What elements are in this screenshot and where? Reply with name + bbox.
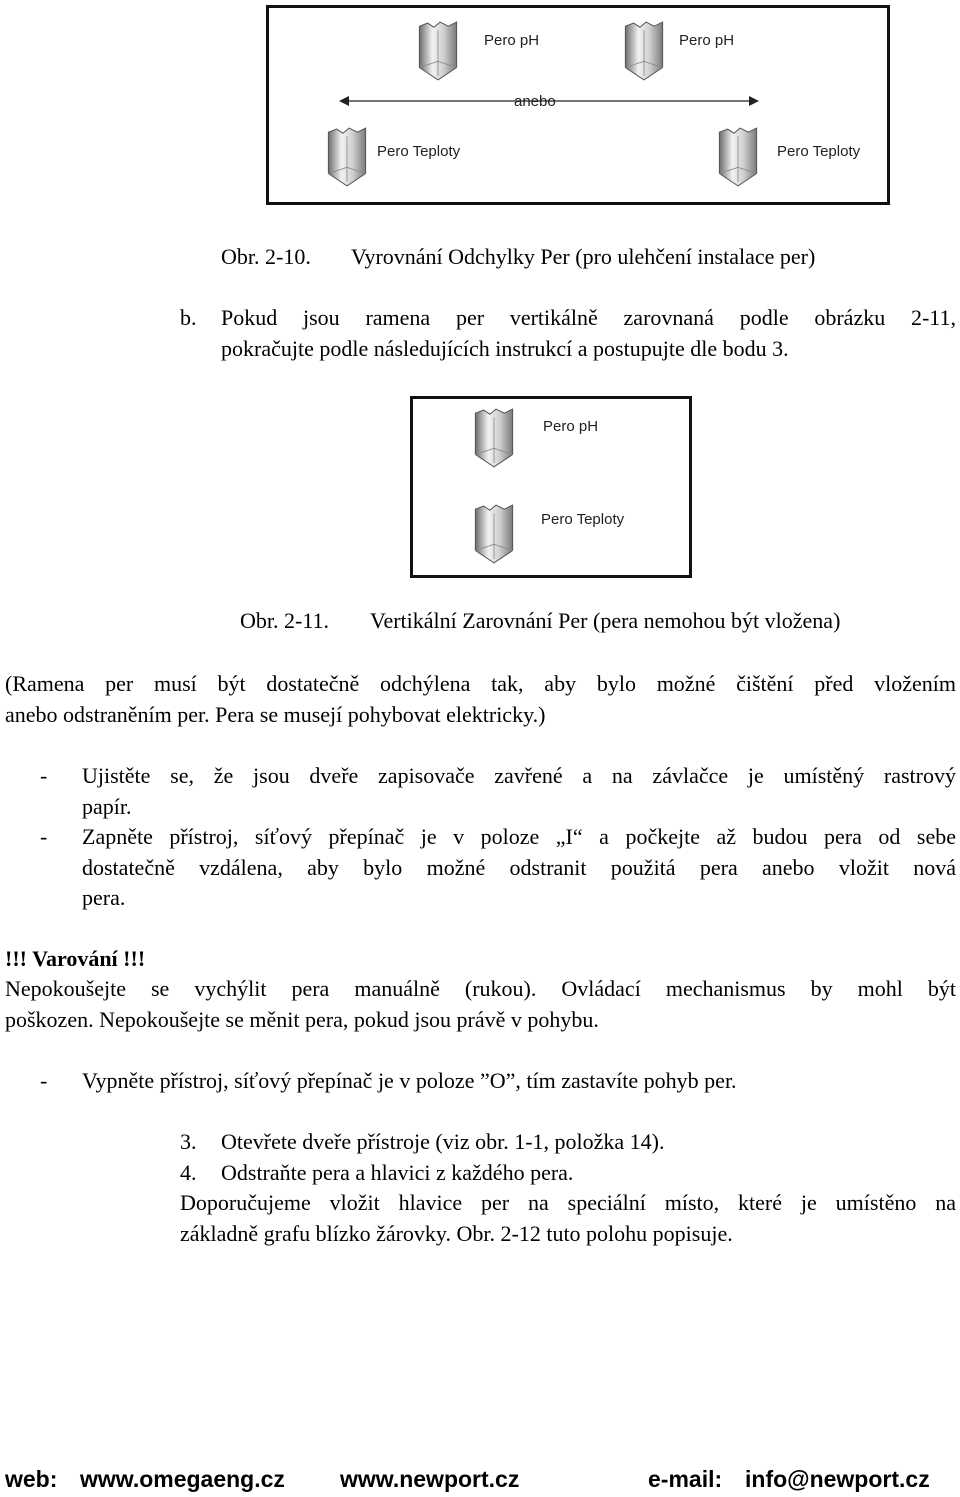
- figure-2-10: [266, 5, 890, 205]
- ph-pen-icon: [473, 407, 515, 469]
- footer-web1-link[interactable]: www.omegaeng.cz: [80, 1466, 285, 1492]
- caption-2-10-text: Vyrovnání Odchylky Per (pro ulehčení instalace per): [351, 244, 816, 269]
- bullet2-line2: dostatečně vzdálena, aby bylo možné odstranit použitá pera anebo vložit nová: [82, 855, 956, 880]
- bullet2-line3: pera.: [82, 885, 126, 910]
- temp-pen-icon: [473, 503, 515, 565]
- note-line1: (Ramena per musí být dostatečně odchýlena tak, aby bylo možné čištění před vložením: [5, 671, 956, 696]
- warning-line2: poškozen. Nepokoušejte se měnit pera, pokud jsou právě v pohybu.: [5, 1007, 599, 1032]
- step3-number: 3.: [180, 1129, 197, 1154]
- bullet1-marker: -: [40, 763, 48, 788]
- fig2-label-ph: Pero pH: [543, 418, 599, 435]
- temp-pen-left-icon: [326, 126, 368, 188]
- step4-text: Odstraňte pera a hlavici z každého pera.: [221, 1160, 574, 1185]
- temp-pen-right-icon: [717, 126, 759, 188]
- fig1-label-temp-left: Pero Teploty: [377, 143, 461, 160]
- bullet2-line1: Zapněte přístroj, síťový přepínač je v poloze „I“ a počkejte až budou pera od sebe: [82, 824, 956, 849]
- fig1-label-temp-right: Pero Teploty: [777, 143, 861, 160]
- warning-title: !!! Varování !!!: [5, 946, 146, 971]
- step4-number: 4.: [180, 1160, 197, 1185]
- bullet3-text: Vypněte přístroj, síťový přepínač je v poloze ”O”, tím zastavíte pohyb per.: [82, 1068, 737, 1093]
- caption-2-11-number: Obr. 2-11.: [240, 608, 330, 633]
- footer-web2-link[interactable]: www.newport.cz: [340, 1466, 520, 1492]
- figure-2-11: [410, 396, 692, 578]
- ph-pen-right-icon: [623, 20, 665, 82]
- bullet3-marker: -: [40, 1068, 48, 1093]
- caption-2-11-text: Vertikální Zarovnání Per (pera nemohou být vložena): [370, 608, 841, 633]
- step3-text: Otevřete dveře přístroje (viz obr. 1-1, položka 14).: [221, 1129, 665, 1154]
- recommend-line1: Doporučujeme vložit hlavice per na speciální místo, které je umístěno na: [180, 1190, 956, 1215]
- recommend-line2: základně grafu blízko žárovky. Obr. 2-12 tuto polohu popisuje.: [180, 1221, 733, 1246]
- bullet1-line2: papír.: [82, 794, 132, 819]
- note-line2: anebo odstraněním per. Pera se musejí pohybovat elektricky.): [5, 702, 546, 727]
- fig1-label-ph-right: Pero pH: [679, 32, 735, 49]
- bullet1-line1: Ujistěte se, že jsou dveře zapisovače zavřené a na závlačce je umístěný rastrový: [82, 763, 956, 788]
- item-b-line2: pokračujte podle následujících instrukcí a postupujte dle bodu 3.: [221, 336, 789, 361]
- item-b-marker: b.: [180, 305, 197, 330]
- caption-2-10-number: Obr. 2-10.: [221, 244, 311, 269]
- footer-email-label: e-mail:: [648, 1466, 723, 1492]
- fig2-label-temp: Pero Teploty: [541, 511, 625, 528]
- ph-pen-left-icon: [417, 20, 459, 82]
- footer-email-link[interactable]: info@newport.cz: [745, 1466, 930, 1492]
- fig1-label-ph-left: Pero pH: [484, 32, 540, 49]
- fig1-label-or: anebo: [514, 93, 556, 110]
- bullet2-marker: -: [40, 824, 48, 849]
- footer-web-label: web:: [5, 1466, 58, 1492]
- item-b-line1: Pokud jsou ramena per vertikálně zarovnaná podle obrázku 2-11,: [221, 305, 956, 330]
- warning-line1: Nepokoušejte se vychýlit pera manuálně (rukou). Ovládací mechanismus by mohl být: [5, 976, 956, 1001]
